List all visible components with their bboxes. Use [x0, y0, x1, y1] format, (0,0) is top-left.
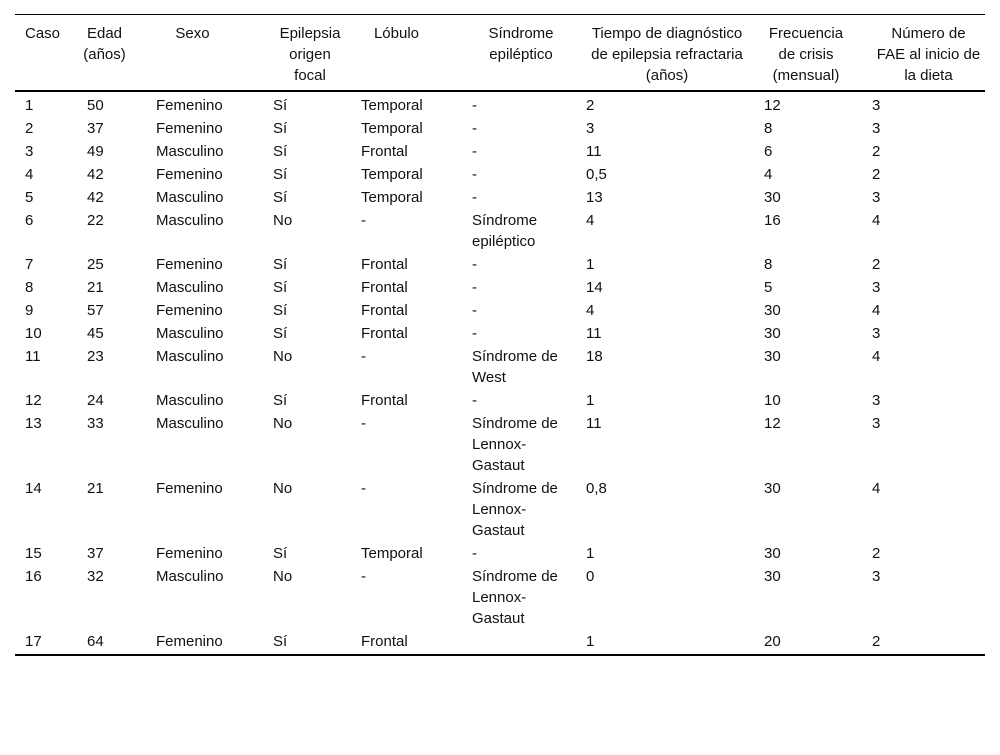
cell-sindrome: Síndrome de Lennox-Gastaut [472, 415, 558, 474]
cell-fae: 2 [872, 545, 881, 562]
table-row [15, 187, 985, 210]
cell-sindrome: - [472, 325, 477, 342]
header-fae: Número de FAE al inicio de la dieta [876, 25, 981, 84]
cell-lobulo: - [361, 415, 366, 432]
header-row [15, 15, 985, 92]
cell-frecuencia: 30 [764, 189, 781, 206]
cell-tiempo-diagnostico: 11 [586, 325, 602, 342]
cell-caso: 13 [25, 415, 42, 432]
cell-edad: 57 [87, 302, 104, 319]
table-row [15, 210, 985, 254]
cell-sexo: Masculino [156, 415, 224, 432]
cell-edad: 37 [87, 120, 104, 137]
cell-epilepsia-focal: Sí [273, 279, 288, 296]
cell-edad: 23 [87, 348, 104, 365]
cell-caso: 8 [25, 279, 34, 296]
cell-sindrome: - [472, 189, 477, 206]
cell-tiempo-diagnostico: 2 [586, 97, 595, 114]
cell-frecuencia: 4 [764, 166, 773, 183]
cell-frecuencia: 8 [764, 256, 773, 273]
cell-sindrome: - [472, 545, 477, 562]
header-edad: Edad (años) [83, 25, 126, 63]
cell-edad: 49 [87, 143, 104, 160]
cell-frecuencia: 30 [764, 480, 781, 497]
cell-sindrome: Síndrome de West [472, 348, 558, 386]
cell-caso: 14 [25, 480, 42, 497]
cell-caso: 1 [25, 97, 34, 114]
cell-tiempo-diagnostico: 11 [586, 415, 602, 432]
cell-caso: 6 [25, 212, 34, 229]
cell-epilepsia-focal: Sí [273, 97, 288, 114]
cell-tiempo-diagnostico: 1 [586, 256, 595, 273]
cell-frecuencia: 20 [764, 633, 781, 650]
cell-frecuencia: 5 [764, 279, 773, 296]
cell-caso: 17 [25, 633, 42, 650]
cell-sindrome: - [472, 392, 477, 409]
cell-caso: 11 [25, 348, 41, 365]
cell-sexo: Masculino [156, 143, 224, 160]
cell-epilepsia-focal: Sí [273, 302, 288, 319]
cell-caso: 12 [25, 392, 42, 409]
table-body [15, 91, 985, 655]
table-row [15, 141, 985, 164]
cell-sexo: Masculino [156, 568, 224, 585]
cell-sexo: Femenino [156, 545, 223, 562]
cell-lobulo: Temporal [361, 166, 423, 183]
header-caso: Caso [25, 25, 61, 42]
cell-edad: 21 [87, 279, 104, 296]
cell-edad: 50 [87, 97, 104, 114]
cell-fae: 3 [872, 120, 881, 137]
cell-lobulo: Temporal [361, 120, 423, 137]
cell-epilepsia-focal: No [273, 348, 293, 365]
cell-sindrome: Síndrome epiléptico [472, 212, 538, 250]
cell-lobulo: Frontal [361, 302, 408, 319]
table-row [15, 566, 985, 631]
cell-sexo: Masculino [156, 279, 224, 296]
cell-fae: 2 [872, 256, 881, 273]
table-row [15, 390, 985, 413]
cell-lobulo: Frontal [361, 279, 408, 296]
header-epilepsia-focal: Epilepsia origen focal [279, 25, 341, 84]
cell-epilepsia-focal: No [273, 212, 293, 229]
cell-fae: 2 [872, 166, 881, 183]
cell-sindrome: - [472, 97, 477, 114]
header-sindrome: Síndrome epiléptico [488, 25, 554, 63]
cell-fae: 3 [872, 392, 881, 409]
cell-edad: 25 [87, 256, 104, 273]
cell-frecuencia: 8 [764, 120, 773, 137]
cell-fae: 3 [872, 189, 881, 206]
table-row [15, 254, 985, 277]
table-row [15, 277, 985, 300]
cell-epilepsia-focal: Sí [273, 325, 288, 342]
cell-sexo: Masculino [156, 212, 224, 229]
cell-sexo: Masculino [156, 189, 224, 206]
cell-tiempo-diagnostico: 13 [586, 189, 603, 206]
table-row [15, 118, 985, 141]
cell-edad: 32 [87, 568, 104, 585]
cell-caso: 3 [25, 143, 34, 160]
cell-frecuencia: 12 [764, 415, 781, 432]
header-tiempo-diagnostico: Tiempo de diagnóstico de epilepsia refractaria (años) [591, 25, 743, 84]
table-row [15, 346, 985, 390]
cell-caso: 5 [25, 189, 34, 206]
cell-tiempo-diagnostico: 3 [586, 120, 595, 137]
cell-frecuencia: 30 [764, 568, 781, 585]
cell-lobulo: Frontal [361, 392, 408, 409]
cell-edad: 42 [87, 166, 104, 183]
cell-edad: 21 [87, 480, 104, 497]
cell-tiempo-diagnostico: 0,5 [586, 166, 607, 183]
cell-fae: 3 [872, 568, 881, 585]
cell-sindrome: - [472, 256, 477, 273]
table-row [15, 478, 985, 543]
cell-fae: 4 [872, 348, 881, 365]
cell-caso: 10 [25, 325, 42, 342]
cell-epilepsia-focal: Sí [273, 143, 288, 160]
cell-frecuencia: 30 [764, 348, 781, 365]
cell-frecuencia: 12 [764, 97, 781, 114]
cell-fae: 2 [872, 143, 881, 160]
cell-lobulo: Temporal [361, 545, 423, 562]
cell-sexo: Femenino [156, 480, 223, 497]
cell-sexo: Femenino [156, 302, 223, 319]
cell-fae: 3 [872, 97, 881, 114]
cell-frecuencia: 16 [764, 212, 781, 229]
cell-caso: 16 [25, 568, 42, 585]
cell-sindrome: - [472, 120, 477, 137]
header-frecuencia: Frecuencia de crisis (mensual) [768, 25, 844, 84]
cell-caso: 9 [25, 302, 34, 319]
cell-fae: 4 [872, 302, 881, 319]
cell-edad: 42 [87, 189, 104, 206]
header-lobulo: Lóbulo [373, 25, 420, 42]
cell-lobulo: Frontal [361, 325, 408, 342]
cell-caso: 2 [25, 120, 34, 137]
cell-epilepsia-focal: Sí [273, 256, 288, 273]
cell-sindrome: - [472, 279, 477, 296]
cell-sindrome: Síndrome de Lennox-Gastaut [472, 568, 558, 627]
cell-fae: 3 [872, 279, 881, 296]
cell-caso: 4 [25, 166, 34, 183]
cell-epilepsia-focal: No [273, 415, 293, 432]
cell-sexo: Femenino [156, 97, 223, 114]
cell-epilepsia-focal: Sí [273, 120, 288, 137]
cell-epilepsia-focal: Sí [273, 545, 288, 562]
table-row [15, 91, 985, 118]
table-row [15, 413, 985, 478]
cell-tiempo-diagnostico: 1 [586, 633, 595, 650]
cell-edad: 64 [87, 633, 104, 650]
cell-fae: 3 [872, 415, 881, 432]
table-row [15, 300, 985, 323]
cell-sexo: Femenino [156, 256, 223, 273]
cell-edad: 37 [87, 545, 104, 562]
cell-epilepsia-focal: Sí [273, 189, 288, 206]
case-table [15, 14, 985, 656]
cell-tiempo-diagnostico: 4 [586, 212, 595, 229]
cell-tiempo-diagnostico: 11 [586, 143, 602, 160]
table-row [15, 543, 985, 566]
cell-sexo: Femenino [156, 166, 223, 183]
cell-edad: 45 [87, 325, 104, 342]
cell-frecuencia: 30 [764, 545, 781, 562]
cell-sindrome: - [472, 302, 477, 319]
cell-edad: 24 [87, 392, 104, 409]
cell-lobulo: - [361, 212, 366, 229]
cell-lobulo: Frontal [361, 633, 408, 650]
cell-sexo: Masculino [156, 348, 224, 365]
cell-frecuencia: 30 [764, 302, 781, 319]
cell-lobulo: - [361, 348, 366, 365]
cell-epilepsia-focal: Sí [273, 392, 288, 409]
cell-sindrome: Síndrome de Lennox-Gastaut [472, 480, 558, 539]
cell-caso: 7 [25, 256, 34, 273]
cell-sexo: Masculino [156, 392, 224, 409]
cell-tiempo-diagnostico: 0 [586, 568, 595, 585]
cell-sindrome [462, 631, 576, 655]
cell-lobulo: - [361, 480, 366, 497]
cell-epilepsia-focal: No [273, 568, 293, 585]
cell-lobulo: Frontal [361, 143, 408, 160]
cell-lobulo: Frontal [361, 256, 408, 273]
cell-sexo: Femenino [156, 633, 223, 650]
cell-sexo: Femenino [156, 120, 223, 137]
cell-tiempo-diagnostico: 1 [586, 392, 595, 409]
cell-sindrome: - [472, 166, 477, 183]
cell-epilepsia-focal: Sí [273, 633, 288, 650]
cell-epilepsia-focal: No [273, 480, 293, 497]
cell-fae: 2 [872, 633, 881, 650]
cell-caso: 15 [25, 545, 42, 562]
cell-fae: 3 [872, 325, 881, 342]
cell-lobulo: - [361, 568, 366, 585]
cell-fae: 4 [872, 212, 881, 229]
cell-edad: 33 [87, 415, 104, 432]
cell-tiempo-diagnostico: 14 [586, 279, 603, 296]
cell-sindrome: - [472, 143, 477, 160]
cell-tiempo-diagnostico: 1 [586, 545, 595, 562]
header-sexo: Sexo [175, 25, 210, 42]
cell-tiempo-diagnostico: 4 [586, 302, 595, 319]
cell-edad: 22 [87, 212, 104, 229]
cell-lobulo: Temporal [361, 189, 423, 206]
cell-tiempo-diagnostico: 18 [586, 348, 603, 365]
cell-epilepsia-focal: Sí [273, 166, 288, 183]
cell-fae: 4 [872, 480, 881, 497]
cell-tiempo-diagnostico: 0,8 [586, 480, 607, 497]
cell-frecuencia: 10 [764, 392, 781, 409]
table-row [15, 323, 985, 346]
cell-frecuencia: 6 [764, 143, 773, 160]
cell-sexo: Masculino [156, 325, 224, 342]
cell-lobulo: Temporal [361, 97, 423, 114]
table-row [15, 631, 985, 655]
table-row [15, 164, 985, 187]
cell-frecuencia: 30 [764, 325, 781, 342]
